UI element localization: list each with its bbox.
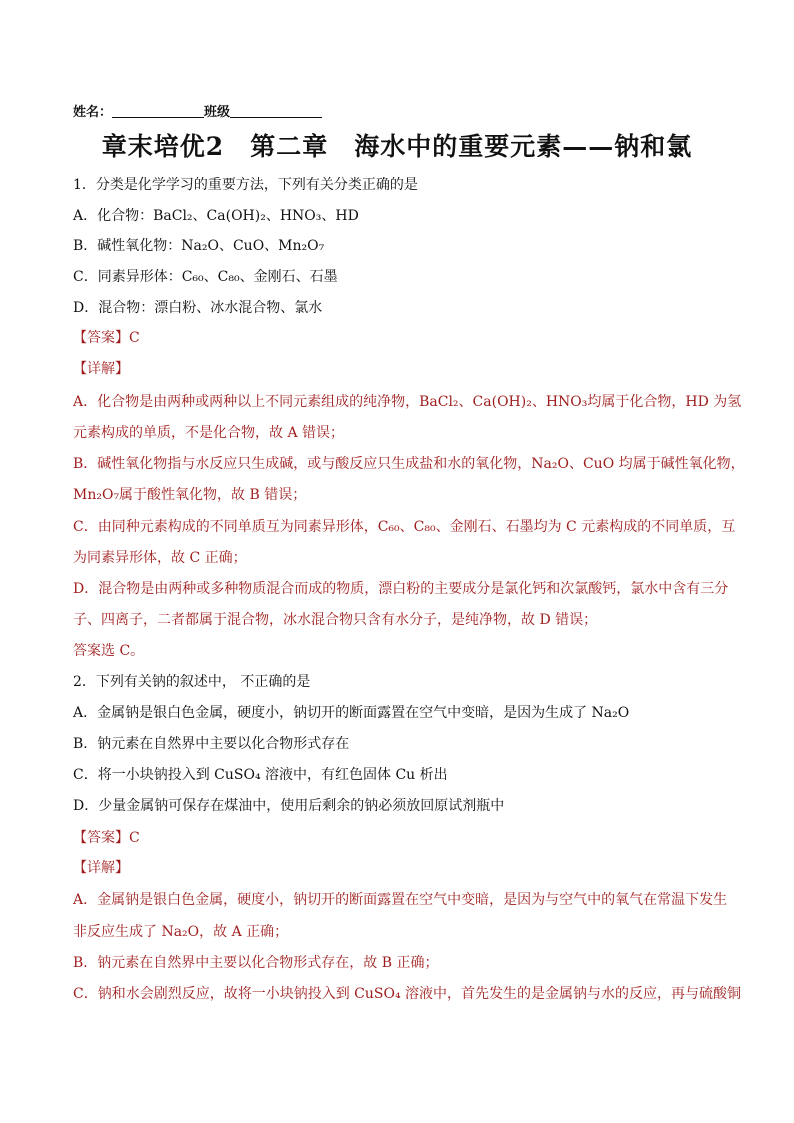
q1-explanation-line: A．化合物是由两种或两种以上不同元素组成的纯净物，BaCl₂、Ca(OH)₂、HNO₃均属于化合物，HD 为氢 [73,394,742,410]
student-info-line [73,103,723,122]
q1-explanation-line: 元素构成的单质，不是化合物，故 A 错误； [73,425,345,441]
q2-detail-label: 【详解】 [73,860,129,876]
q1-option-a: A．化合物：BaCl₂、Ca(OH)₂、HNO₃、HD [73,208,359,224]
name-label: 姓名： [73,105,113,120]
name-blank[interactable] [112,103,204,118]
q2-option-b: B．钠元素在自然界中主要以化合物形式存在 [73,736,350,752]
q1-detail-label: 【详解】 [73,361,129,377]
q2-stem: 2．下列有关钠的叙述中， 不正确的是 [73,674,311,690]
q2-option-d: D．少量金属钠可保存在煤油中，使用后剩余的钠必须放回原试剂瓶中 [73,798,505,814]
q1-option-c: C．同素异形体：C₆₀、C₈₀、金刚石、石墨 [73,269,338,285]
q1-answer: 【答案】C [73,330,140,346]
q2-option-c: C．将一小块钠投入到 CuSO₄ 溶液中，有红色固体 Cu 析出 [73,767,448,783]
q1-explanation-line: 子、四离子，二者都属于混合物，冰水混合物只含有水分子，是纯净物，故 D 错误； [73,612,598,628]
q2-explanation-line: C．钠和水会剧烈反应，故将一小块钠投入到 CuSO₄ 溶液中，首先发生的是金属钠与水的反应，再与硫酸铜 [73,986,742,1002]
page-title: 章末培优2 第二章 海水中的重要元素——钠和氯 [101,132,693,161]
q1-explanation-line: Mn₂O₇属于酸性氧化物，故 B 错误； [73,487,307,503]
q2-explanation-line: A．金属钠是银白色金属，硬度小，钠切开的断面露置在空气中变暗，是因为与空气中的氧气在常温下发生 [73,892,728,908]
class-label: 班级 [204,105,231,120]
class-blank[interactable] [230,103,322,118]
q1-explanation-line: 为同素异形体，故 C 正确； [73,550,247,566]
q1-option-b: B．碱性氧化物：Na₂O、CuO、Mn₂O₇ [73,238,325,254]
q2-explanation-line: B．钠元素在自然界中主要以化合物形式存在，故 B 正确； [73,955,439,971]
q1-explanation-line: D．混合物是由两种或多种物质混合而成的物质，漂白粉的主要成分是氯化钙和次氯酸钙，氯水中含有三分 [73,581,729,597]
q1-explanation-line: C．由同种元素构成的不同单质互为同素异形体，C₆₀、C₈₀、金刚石、石墨均为 C 元素构成的不同单质，互 [73,519,736,535]
q1-conclusion: 答案选 C。 [73,643,145,659]
q1-stem: 1．分类是化学学习的重要方法，下列有关分类正确的是 [73,177,418,193]
q2-option-a: A．金属钠是银白色金属，硬度小，钠切开的断面露置在空气中变暗，是因为生成了 Na₂O [73,705,630,721]
q2-explanation-line: 非反应生成了 Na₂O，故 A 正确； [73,924,289,940]
q2-answer: 【答案】C [73,830,140,846]
q1-option-d: D．混合物：漂白粉、冰水混合物、氯水 [73,300,323,316]
q1-explanation-line: B．碱性氧化物指与水反应只生成碱，或与酸反应只生成盐和水的氧化物，Na₂O、CuO 均属于碱性氧化物， [73,456,745,472]
